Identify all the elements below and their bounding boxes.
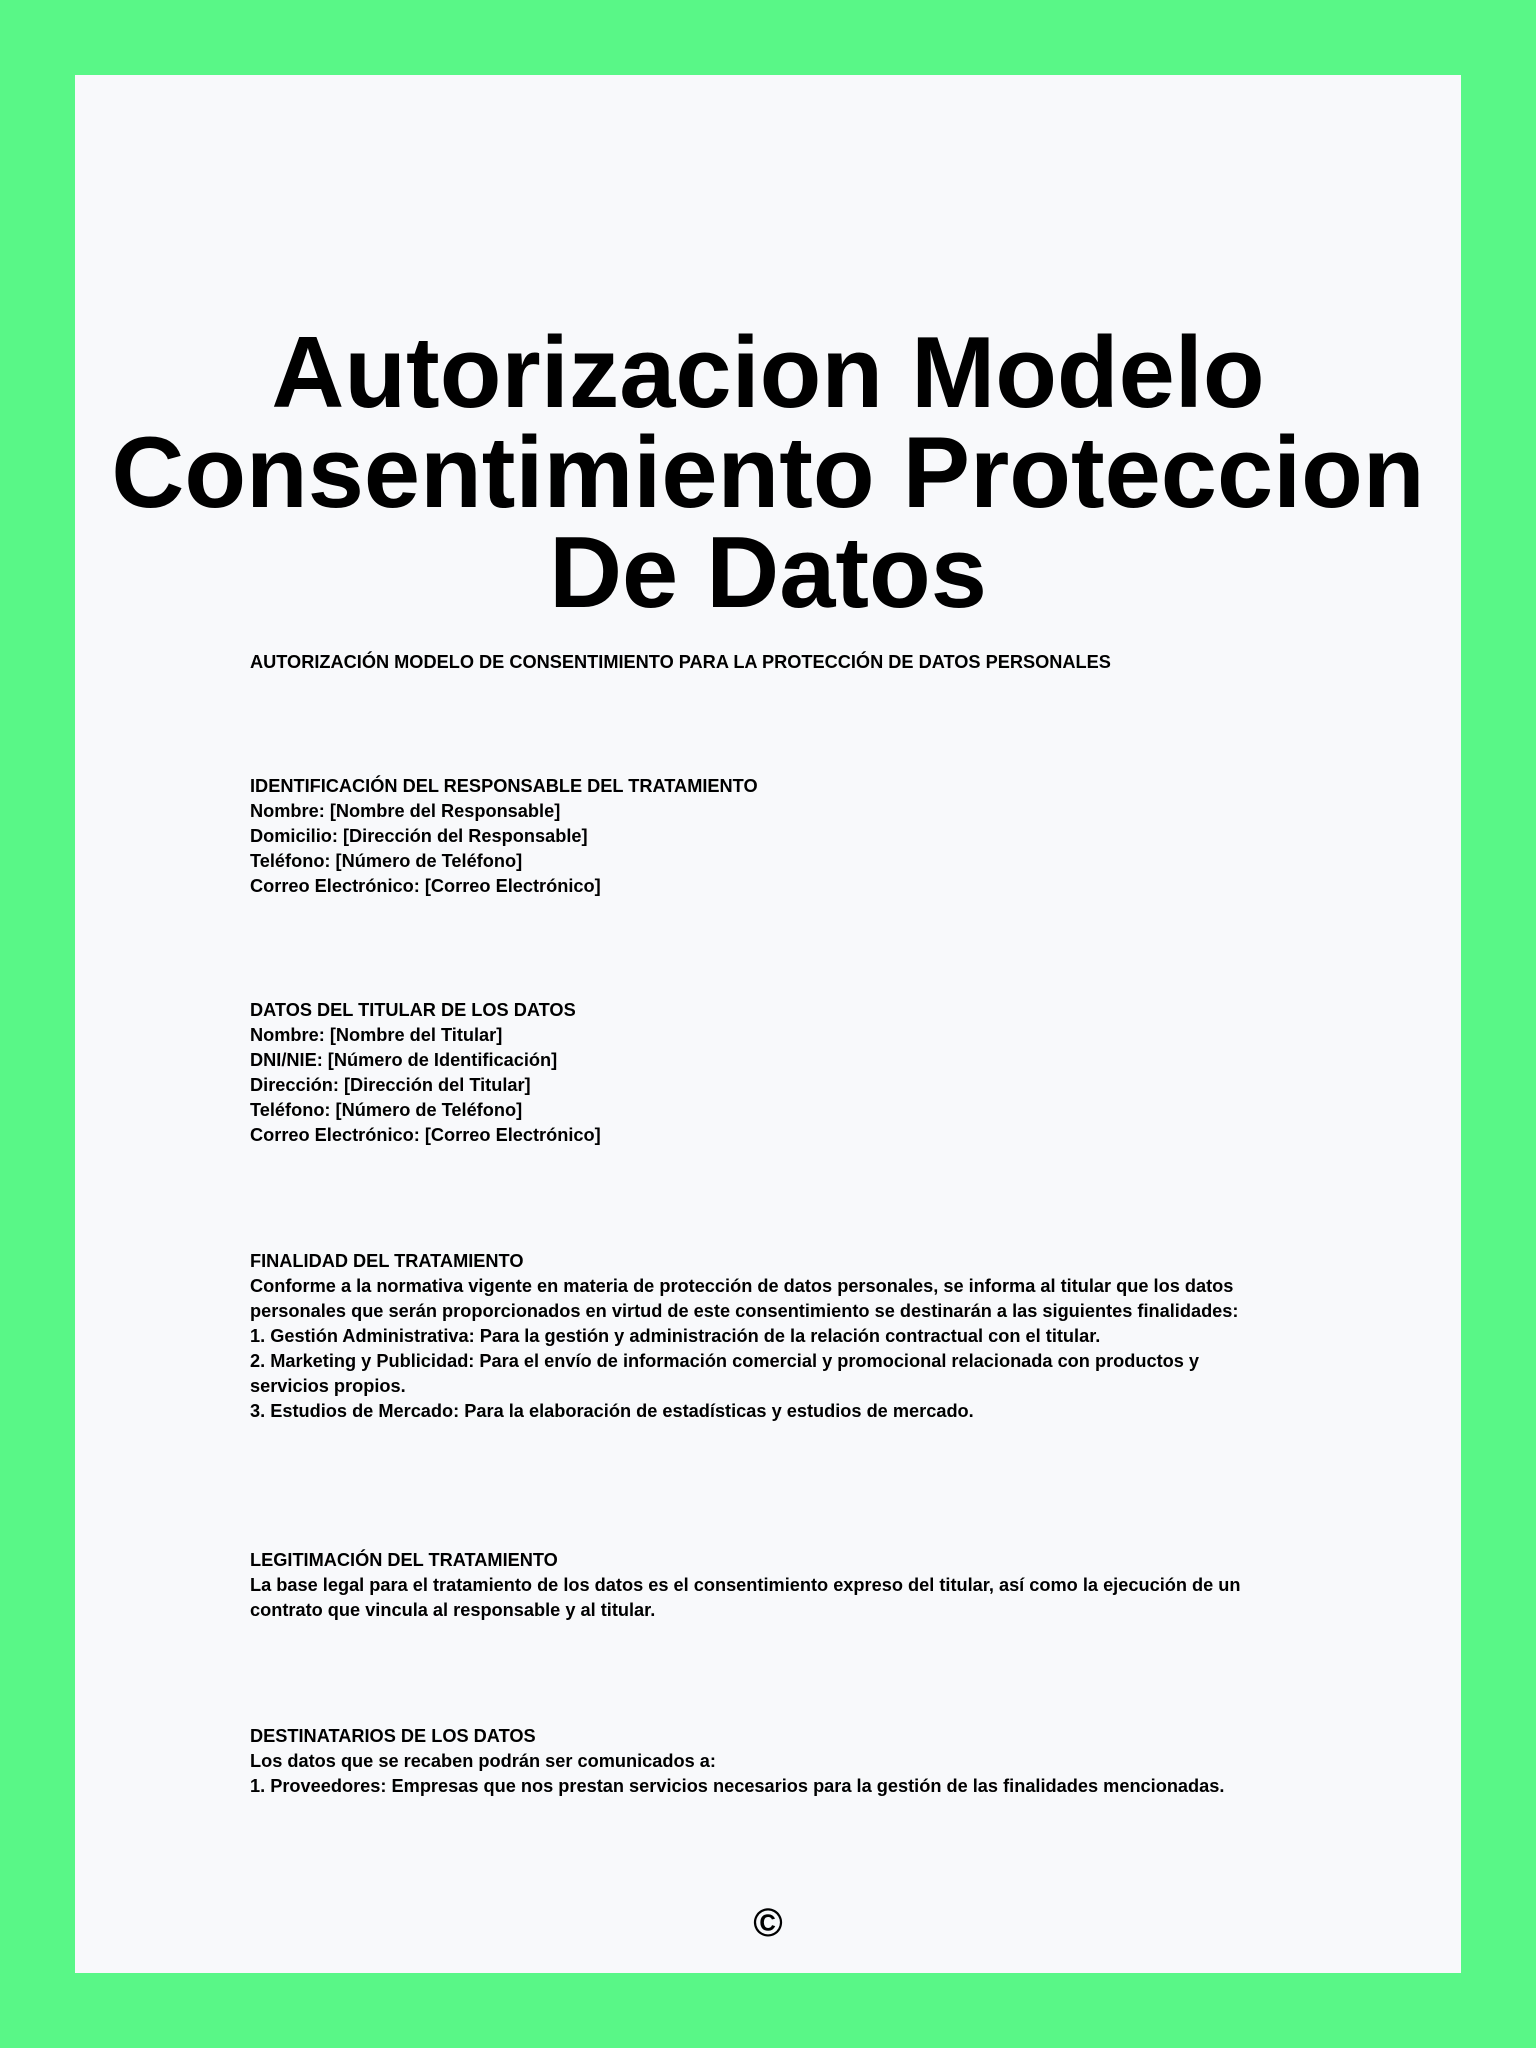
field-correo: Correo Electrónico: [Correo Electrónico] (250, 1125, 601, 1145)
section-titular (250, 998, 1260, 1148)
list-item: 1. Gestión Administrativa: Para la gestión y administración de la relación contractual con el titular. (250, 1326, 1101, 1346)
paragraph: Conforme a la normativa vigente en materia de protección de datos personales, se informa al titular que los datos personales que serán proporcionados en virtud de este consentimiento se destinarán a las siguientes finalidades: (250, 1276, 1239, 1321)
field-domicilio: Domicilio: [Dirección del Responsable] (250, 826, 588, 846)
section-destinatarios (250, 1724, 1260, 1799)
paragraph: La base legal para el tratamiento de los datos es el consentimiento expreso del titular, así como la ejecución de un contrato que vincula al responsable y al titular. (250, 1575, 1241, 1620)
field-telefono: Teléfono: [Número de Teléfono] (250, 851, 523, 871)
paragraph: Los datos que se recaben podrán ser comunicados a: (250, 1751, 716, 1771)
document-header: AUTORIZACIÓN MODELO DE CONSENTIMIENTO PARA LA PROTECCIÓN DE DATOS PERSONALES (250, 652, 1111, 672)
document-page (75, 75, 1461, 1973)
list-item: 2. Marketing y Publicidad: Para el envío de información comercial y promocional relacionada con productos y servicios propios. (250, 1351, 1200, 1396)
title-line-3: De Datos (549, 517, 987, 629)
field-correo: Correo Electrónico: [Correo Electrónico] (250, 876, 601, 896)
field-direccion: Dirección: [Dirección del Titular] (250, 1075, 531, 1095)
section-finalidad (250, 1249, 1260, 1424)
title-line-2: Consentimiento Proteccion (111, 417, 1425, 529)
field-nombre: Nombre: [Nombre del Responsable] (250, 801, 561, 821)
section-heading: DESTINATARIOS DE LOS DATOS (250, 1726, 536, 1746)
section-heading: DATOS DEL TITULAR DE LOS DATOS (250, 1000, 576, 1020)
field-nombre: Nombre: [Nombre del Titular] (250, 1025, 503, 1045)
field-dni: DNI/NIE: [Número de Identificación] (250, 1050, 558, 1070)
list-item: 3. Estudios de Mercado: Para la elaboración de estadísticas y estudios de mercado. (250, 1401, 974, 1421)
section-heading: LEGITIMACIÓN DEL TRATAMIENTO (250, 1550, 558, 1570)
section-heading: IDENTIFICACIÓN DEL RESPONSABLE DEL TRATAMIENTO (250, 776, 758, 796)
copyright-icon: © (753, 1901, 783, 1945)
list-item: 1. Proveedores: Empresas que nos prestan servicios necesarios para la gestión de las finalidades mencionadas. (250, 1776, 1225, 1796)
section-responsable (250, 774, 1260, 899)
section-legitimacion (250, 1548, 1260, 1623)
section-heading: FINALIDAD DEL TRATAMIENTO (250, 1251, 524, 1271)
document-title (75, 317, 1461, 629)
field-telefono: Teléfono: [Número de Teléfono] (250, 1100, 523, 1120)
title-line-1: Autorizacion Modelo (271, 317, 1265, 429)
